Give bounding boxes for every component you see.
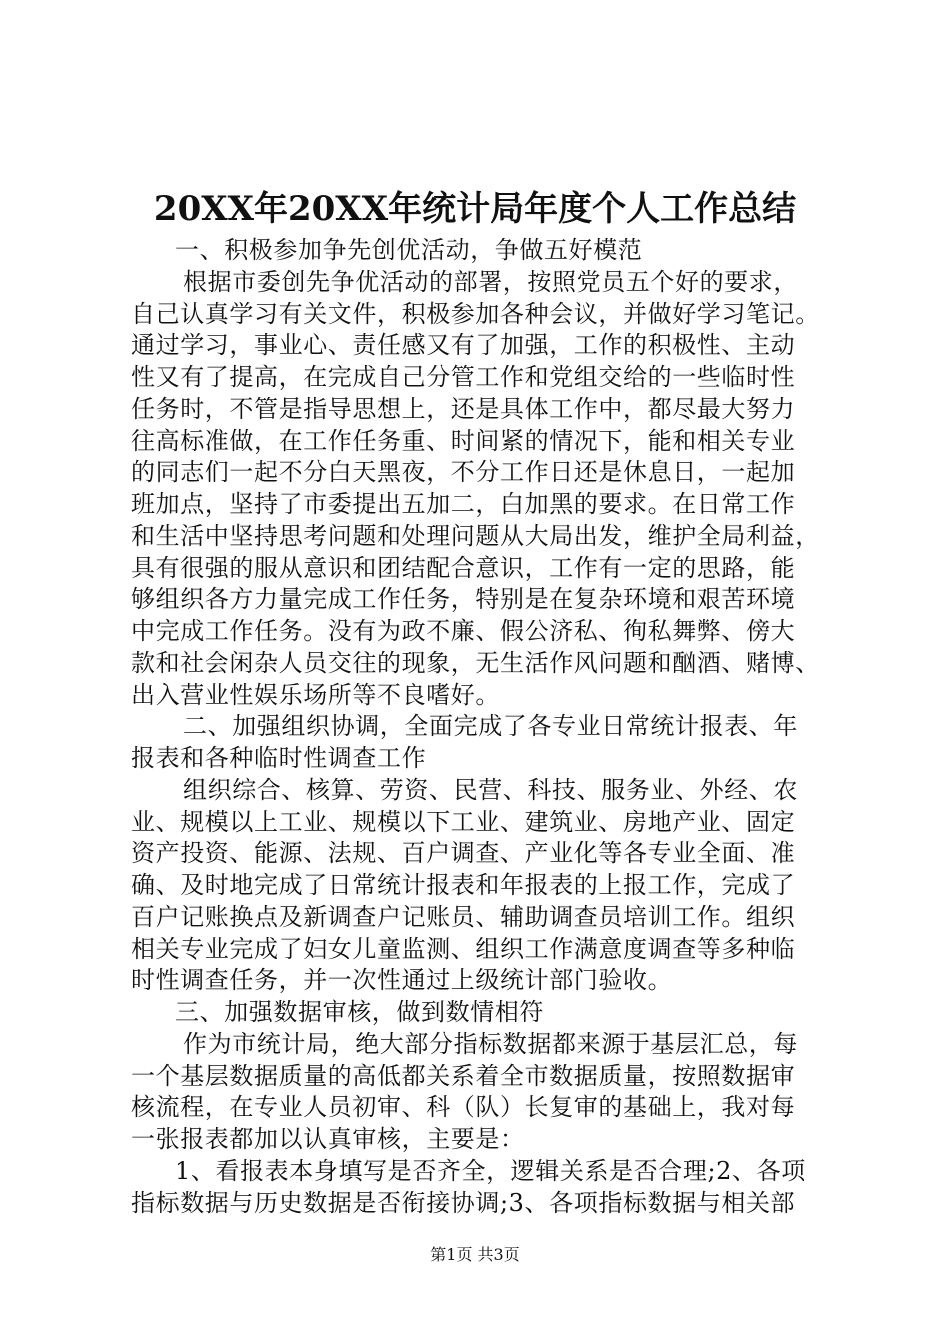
section-heading-3: 三、加强数据审核，做到数情相符 [175,998,544,1026]
document-title: 20XX年20XX年统计局年度个人工作总结 [153,189,797,229]
paragraph-line: 往高标准做，在工作任务重、时间紧的情况下，能和相关专业 [131,426,796,455]
paragraph-line: 核流程，在专业人员初审、科（队）长复审的基础上，我对每 [131,1093,796,1122]
paragraph-line: 组织综合、核算、劳资、民营、科技、服务业、外经、农 [183,775,798,804]
paragraph-line: 相关专业完成了妇女儿童监测、组织工作满意度调查等多种临 [131,934,796,963]
section-heading-2-cont: 报表和各种临时性调查工作 [131,744,427,772]
paragraph-line: 资产投资、能源、法规、百户调查、产业化等各专业全面、准 [131,839,796,868]
paragraph-line: 指标数据与历史数据是否衔接协调;3、各项指标数据与相关部 [131,1188,796,1217]
paragraph-line: 作为市统计局，绝大部分指标数据都来源于基层汇总，每 [183,1029,798,1058]
paragraph-line: 百户记账换点及新调查户记账员、辅助调查员培训工作。组织 [131,902,796,931]
paragraph-line: 一张报表都加以认真审核，主要是： [131,1125,525,1153]
document-body [131,235,831,1219]
section-heading-2: 二、加强组织协调，全面完成了各专业日常统计报表、年 [183,712,798,741]
paragraph-line: 出入营业性娱乐场所等不良嗜好。 [131,680,500,709]
paragraph-line: 款和社会闲杂人员交往的现象，无生活作风问题和酗酒、赌博、 [131,648,820,677]
section-heading-1: 一、积极参加争先创优活动，争做五好模范 [175,236,643,264]
paragraph-line: 时性调查任务，并一次性通过上级统计部门验收。 [131,966,673,995]
paragraph-line: 任务时，不管是指导思想上，还是具体工作中，都尽最大努力 [131,394,796,423]
paragraph-line: 班加点，坚持了市委提出五加二，白加黑的要求。在日常工作 [131,490,796,518]
paragraph-line: 确、及时地完成了日常统计报表和年报表的上报工作，完成了 [131,871,796,899]
paragraph-line: 自己认真学习有关文件，积极参加各种会议，并做好学习笔记。 [131,299,820,328]
paragraph-line: 一个基层数据质量的高低都关系着全市数据质量，按照数据审 [131,1061,796,1090]
paragraph-line: 通过学习，事业心、责任感又有了加强，工作的积极性、主动 [131,331,796,360]
paragraph-line: 够组织各方力量完成工作任务，特别是在复杂环境和艰苦环境 [131,585,796,614]
paragraph-line: 的同志们一起不分白天黑夜，不分工作日还是休息日，一起加 [131,458,796,487]
paragraph-line: 1、看报表本身填写是否齐全，逻辑关系是否合理;2、各项 [175,1156,806,1185]
paragraph-line: 业、规模以上工业、规模以下工业、建筑业、房地产业、固定 [131,807,796,836]
paragraph-line: 性又有了提高，在完成自己分管工作和党组交给的一些临时性 [131,363,796,391]
page-number-footer: 第1页 共3页 [430,1245,520,1264]
paragraph-line: 和生活中坚持思考问题和处理问题从大局出发，维护全局利益， [131,521,820,550]
paragraph-line: 具有很强的服从意识和团结配合意识，工作有一定的思路，能 [131,553,796,582]
paragraph-line: 根据市委创先争优活动的部署，按照党员五个好的要求， [183,267,798,296]
paragraph-line: 中完成工作任务。没有为政不廉、假公济私、徇私舞弊、傍大 [131,617,796,645]
